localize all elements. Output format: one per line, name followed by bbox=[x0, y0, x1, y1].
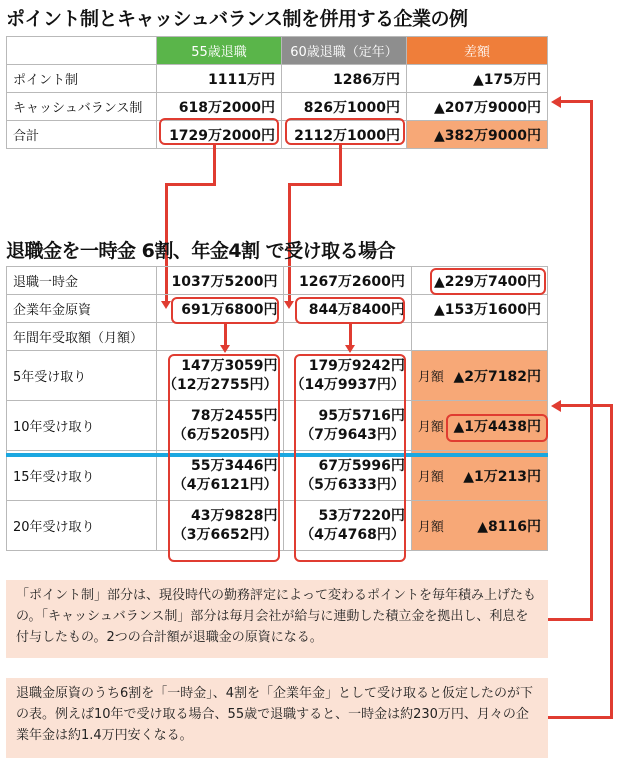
connector bbox=[213, 145, 216, 185]
annual-amount: 78万2455円 bbox=[191, 407, 278, 424]
cell-diff bbox=[411, 501, 547, 551]
row-label: 20年受け取り bbox=[7, 501, 157, 551]
cell-diff: ▲175万円 bbox=[407, 65, 548, 93]
row-label: 退職一時金 bbox=[7, 267, 157, 295]
row-label: ポイント制 bbox=[7, 65, 157, 93]
arrow-left-icon bbox=[551, 400, 561, 412]
cell-diff: ▲229万7400円 bbox=[411, 267, 547, 295]
cell-55: 1729万2000円 bbox=[157, 121, 282, 149]
cell-diff bbox=[411, 323, 547, 351]
monthly-label: 月額 bbox=[417, 419, 444, 435]
diff-amount: ▲2万7182円 bbox=[453, 368, 541, 385]
annual-amount: 53万7220円 bbox=[318, 507, 405, 524]
highlight-box-pension-55 bbox=[171, 297, 279, 324]
connector bbox=[548, 618, 593, 621]
connector bbox=[560, 100, 593, 103]
monthly-label: 月額 bbox=[417, 369, 444, 385]
cell-60: 1267万2600円 bbox=[284, 267, 411, 295]
highlight-box-lump-diff bbox=[430, 268, 546, 295]
diff-amount: ▲1万4438円 bbox=[453, 418, 541, 435]
arrow-down-icon bbox=[345, 345, 355, 353]
annual-amount: 67万5996円 bbox=[318, 457, 405, 474]
cell-60: 1286万円 bbox=[282, 65, 407, 93]
monthly-label: 月額 bbox=[417, 519, 444, 535]
monthly-amount: （14万9937円） bbox=[290, 376, 405, 393]
highlight-box-pension-60 bbox=[295, 297, 405, 324]
row-label: キャッシュバランス制 bbox=[7, 93, 157, 121]
annual-amount: 179万9242円 bbox=[308, 357, 405, 374]
section-title-2: 退職金を一時金 6割、年金4割 で受け取る場合 bbox=[6, 240, 396, 262]
connector bbox=[548, 716, 613, 719]
cell-diff: ▲382万9000円 bbox=[407, 121, 548, 149]
row-label: 企業年金原資 bbox=[7, 295, 157, 323]
highlight-box-annual-55 bbox=[168, 354, 280, 562]
table1-header-row bbox=[7, 37, 548, 65]
monthly-amount: （3万6652円） bbox=[172, 526, 278, 543]
diff-amount: ▲1万213円 bbox=[463, 468, 541, 485]
table-row bbox=[7, 93, 548, 121]
cell-60: 2112万1000円 bbox=[282, 121, 407, 149]
table-row bbox=[7, 323, 548, 351]
arrow-down-icon bbox=[220, 345, 230, 353]
diff-amount: ▲8116円 bbox=[477, 518, 541, 535]
monthly-label: 月額 bbox=[417, 469, 444, 485]
cell-diff bbox=[411, 451, 547, 501]
annual-amount: 147万3059円 bbox=[181, 357, 278, 374]
row-label: 年間年受取額（月額） bbox=[7, 323, 157, 351]
monthly-amount: （4万6121円） bbox=[172, 476, 278, 493]
connector bbox=[560, 404, 613, 407]
note-box-1: 「ポイント制」部分は、現役時代の勤務評定によって変わるポイントを毎年積み上げたもの。「キャッシュバランス制」部分は毎月会社が給与に連動した積立金を拠出し、利息を付与したもの。2つの合計額が退職金の原資になる。 bbox=[6, 580, 548, 658]
cell-60: 844万8400円 bbox=[284, 295, 411, 323]
highlight-box-total-55 bbox=[159, 118, 279, 145]
section-title-1: ポイント制とキャッシュバランス制を併用する企業の例 bbox=[6, 8, 468, 30]
monthly-amount: （4万4768円） bbox=[300, 526, 405, 543]
row-label: 合計 bbox=[7, 121, 157, 149]
header-55: 55歳退職 bbox=[157, 37, 282, 65]
cell-55: 691万6800円 bbox=[157, 295, 284, 323]
cell-55: 618万2000円 bbox=[157, 93, 282, 121]
row-label: 15年受け取り bbox=[7, 451, 157, 501]
monthly-amount: （5万6333円） bbox=[300, 476, 405, 493]
header-empty bbox=[7, 37, 157, 65]
table-row bbox=[7, 65, 548, 93]
connector bbox=[590, 100, 593, 620]
connector bbox=[224, 324, 227, 346]
highlight-box-10yr-diff bbox=[446, 414, 548, 442]
annual-amount: 95万5716円 bbox=[318, 407, 405, 424]
connector bbox=[349, 324, 352, 346]
header-60: 60歳退職（定年） bbox=[282, 37, 407, 65]
connector bbox=[288, 183, 342, 186]
row-label: 10年受け取り bbox=[7, 401, 157, 451]
header-diff: 差額 bbox=[407, 37, 548, 65]
annual-amount: 43万9828円 bbox=[191, 507, 278, 524]
highlight-box-annual-60 bbox=[294, 354, 406, 562]
arrow-left-icon bbox=[551, 96, 561, 108]
highlight-box-total-60 bbox=[285, 118, 405, 145]
row-label: 5年受け取り bbox=[7, 351, 157, 401]
cell-diff: ▲153万1600円 bbox=[411, 295, 547, 323]
connector bbox=[165, 183, 216, 186]
connector bbox=[339, 145, 342, 185]
cell-diff bbox=[411, 351, 547, 401]
cell-55: 1037万5200円 bbox=[157, 267, 284, 295]
annual-amount: 55万3446円 bbox=[191, 457, 278, 474]
monthly-amount: （6万5205円） bbox=[172, 426, 278, 443]
cell-60: 826万1000円 bbox=[282, 93, 407, 121]
note-box-2: 退職金原資のうち6割を「一時金」、4割を「企業年金」として受け取ると仮定したのが下の表。例えば10年で受け取る場合、55歳で退職すると、一時金は約230万円、月々の企業年金は約1.4万円安くなる。 bbox=[6, 678, 548, 758]
connector bbox=[610, 404, 613, 719]
monthly-amount: （12万2755円） bbox=[163, 376, 278, 393]
monthly-amount: （7万9643円） bbox=[300, 426, 405, 443]
cell-diff: ▲207万9000円 bbox=[407, 93, 548, 121]
cell-55: 1111万円 bbox=[157, 65, 282, 93]
